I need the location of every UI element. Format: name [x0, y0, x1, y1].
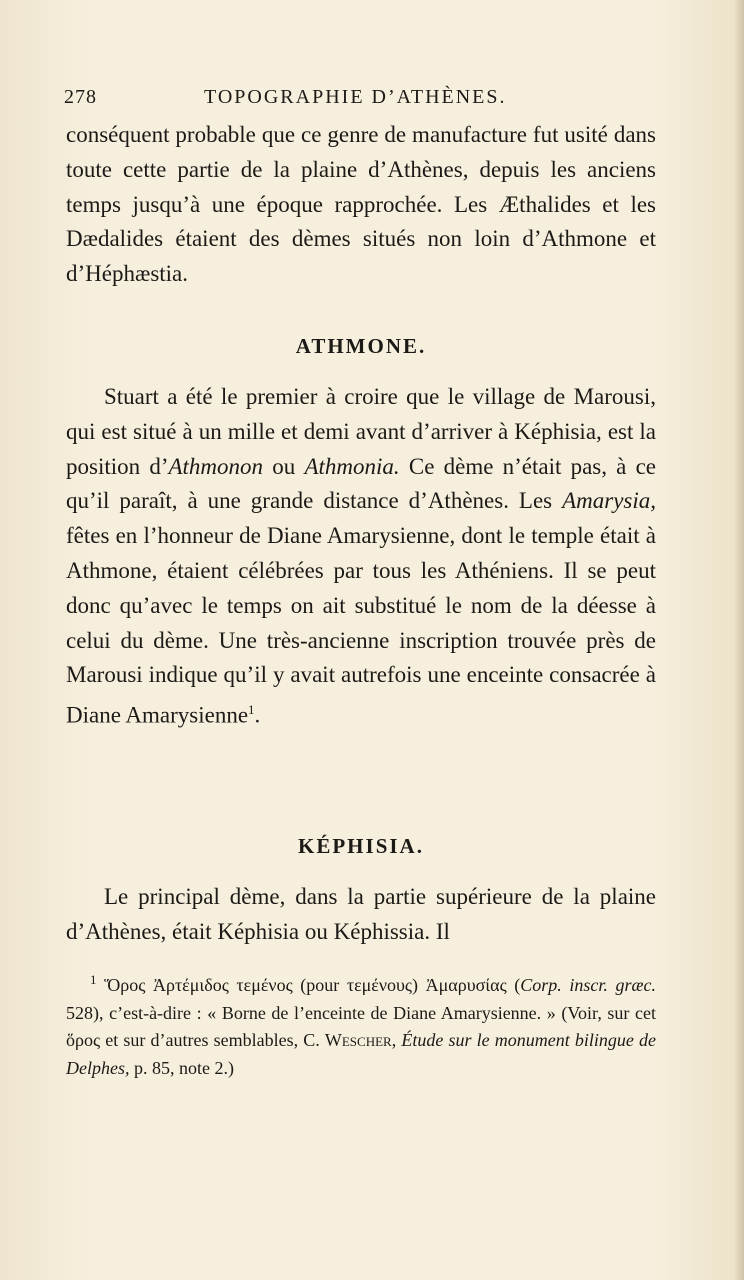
- footnote-corpus-title: Corp. inscr. græc.: [520, 975, 656, 995]
- page-edge-shadow: [734, 0, 744, 1280]
- paragraph-intro: conséquent probable que ce genre de manufacture fut usité dans toute cette partie de la plaine d’Athènes, depuis les anciens temps jusqu’à une époque rapprochée. Les Æthalides et les Dædalides étaient des dèmes situés non loin d’Athmone et d’Héphæstia.: [66, 122, 656, 287]
- paragraph-kephisia: Le principal dème, dans la partie supérieure de la plaine d’Athènes, était Képhisia ou Képhissia. Il: [66, 884, 656, 944]
- section-heading-kephisia: KÉPHISIA.: [298, 834, 424, 858]
- footnote-greek: Ὅρος Ἀρτέμιδος τεμένος (pour τεμένους) Ἀμαρυσίας (: [96, 975, 521, 995]
- running-title: TOPOGRAPHIE D’ATHÈNES.: [204, 86, 507, 108]
- text-run: .: [254, 702, 261, 728]
- italic-athmonon: Athmonon: [168, 453, 264, 479]
- paragraph-athmone: [66, 380, 656, 734]
- footnote-author: Wescher: [324, 1030, 392, 1050]
- text-run: Ce dème n’était pas, à ce qu’il paraît, à une grande distance d’Athènes. Les: [66, 453, 657, 514]
- text-run: ,: [391, 1030, 402, 1050]
- footnote-marker: 1: [90, 972, 97, 987]
- italic-amarysia: Amarysia,: [562, 488, 656, 514]
- text-run: fêtes en l’honneur de Diane Amarysienne, dont le temple était à Athmone, étaient célébrées par tous les Athéniens. Il se peut donc qu’avec le temps on ait substitué le nom de la déesse à celui du dème. Une très-ancienne inscription trouvée près de Marousi indique qu’il y avait autrefois une enceinte consacrée à Diane Amarysienne: [66, 523, 656, 728]
- page-number: 278: [64, 86, 97, 108]
- page-header: [64, 86, 664, 114]
- italic-athmonia: Athmonia.: [304, 453, 400, 479]
- footnote: [66, 966, 656, 1082]
- text-run: p. 85, note 2.): [129, 1057, 234, 1078]
- text-run: ou: [263, 453, 305, 479]
- footnote-reference: 1: [248, 702, 255, 718]
- text-run: 528), c’est-à-dire : « Borne de l’enceinte de Diane Amarysienne. » (Voir, sur cet ὅρος et sur d’autres semblables, C.: [66, 1002, 656, 1050]
- section-heading-athmone: ATHMONE.: [295, 334, 427, 358]
- text-run: Stuart a été le premier à croire que le village de Marousi, qui est situé à un mille et demi avant d’arriver à Képhisia, est la position d’: [66, 384, 656, 479]
- footnote-work-title: Étude sur le monument bilingue de Delphes,: [66, 1030, 656, 1078]
